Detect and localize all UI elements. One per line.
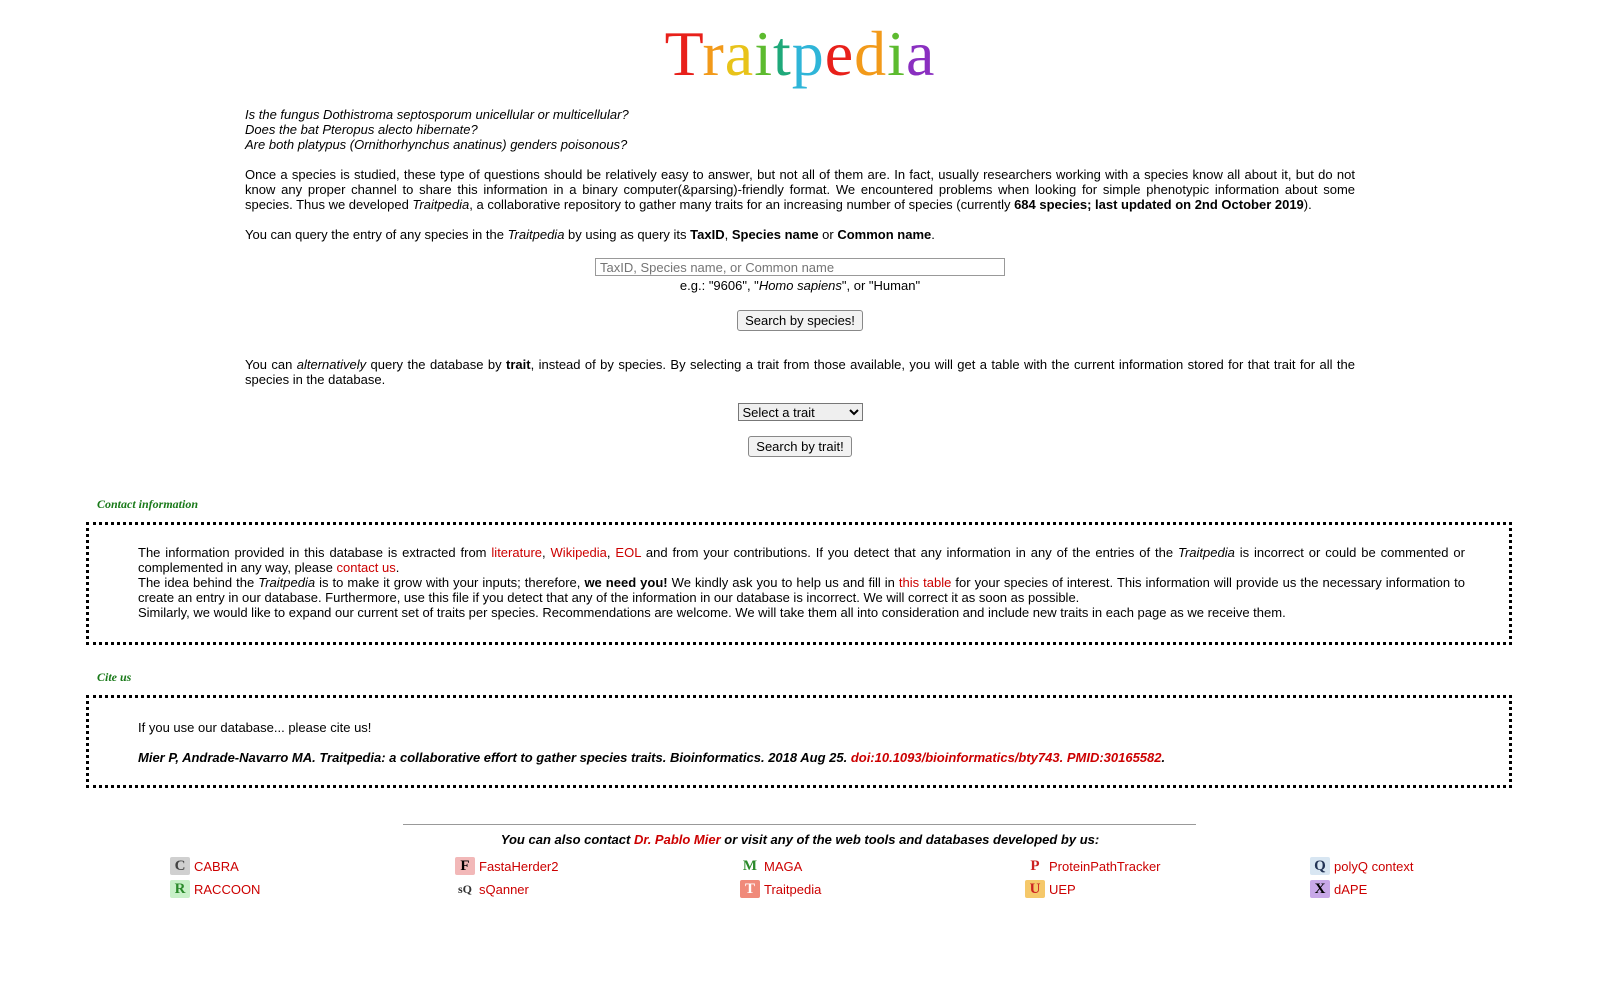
wikipedia-link[interactable]: Wikipedia [550, 545, 607, 560]
tool-link-dape[interactable] [1310, 880, 1367, 898]
contact-line-1: The information provided in this database is extracted from literature, Wikipedia, EOL and from your contributions. If you detect that any information in any of the entries of the Traitpedia is incorrect or could be commented or complemented in any way, please contact us. [138, 545, 1465, 575]
tool-link-polyq-context[interactable] [1310, 857, 1414, 875]
uep-icon: U [1025, 880, 1045, 898]
search-by-species-button[interactable]: Search by species! [737, 310, 863, 331]
doi-link[interactable]: doi:10.1093/bioinformatics/bty743. PMID:30165582 [850, 750, 1162, 765]
raccoon-icon: R [170, 880, 190, 898]
logo-letter: T [664, 18, 703, 89]
tool-label: CABRA [194, 858, 239, 874]
example-question: Are both platypus (Ornithorhynchus anatinus) genders poisonous? [245, 137, 628, 152]
tool-link-traitpedia[interactable] [740, 880, 821, 898]
contact-text [138, 545, 1465, 620]
example-question: Is the fungus Dothistroma septosporum unicellular or multicellular? [245, 107, 629, 122]
cabra-icon: C [170, 857, 190, 875]
footer-text: You can also contact Dr. Pablo Mier or visit any of the web tools and databases developed by us: [500, 832, 1100, 847]
contact-line-3: Similarly, we would like to expand our current set of traits per species. Recommendations are welcome. We will take them all into consideration and include new traits in each page as we receive them. [138, 605, 1286, 620]
logo-letter: i [754, 18, 773, 89]
this-table-link[interactable]: this table [898, 575, 952, 590]
tool-link-sqanner[interactable] [455, 880, 529, 898]
pablo-mier-link[interactable]: Dr. Pablo Mier [633, 832, 721, 847]
cite-intro: If you use our database... please cite us! [138, 720, 372, 735]
intro-paragraph: Once a species is studied, these type of questions should be relatively easy to answer, but not all of them are. In fact, usually researchers working with a species know all about it, but do not know any proper channel to share this information in a binary computer(&parsing)-friendly format. We encountered problems when looking for simple phenotypic information about some species. Thus we developed Traitpedia, a collaborative repository to gather many traits for an increasing number of species (currently 684 species; last updated on 2nd October 2019). [245, 167, 1355, 212]
search-by-trait-button[interactable]: Search by trait! [748, 436, 851, 457]
logo-letter: i [887, 18, 906, 89]
tool-label: RACCOON [194, 881, 261, 897]
tool-label: dAPE [1334, 881, 1368, 897]
tool-label: ProteinPathTracker [1049, 858, 1161, 874]
tool-label: polyQ context [1334, 858, 1414, 874]
logo-letter: p [791, 18, 825, 89]
citation: Mier P, Andrade-Navarro MA. Traitpedia: a collaborative effort to gather species traits. Bioinformatics. 2018 Aug 25. doi:10.1093/bioinformatics/bty743. PMID:30165582. [138, 750, 1166, 765]
example-question: Does the bat Pteropus alecto hibernate? [245, 122, 478, 137]
eol-link[interactable]: EOL [615, 545, 641, 560]
tool-label: Traitpedia [764, 881, 822, 897]
tool-link-cabra[interactable] [170, 857, 239, 875]
tool-link-proteinpathtracker[interactable] [1025, 857, 1161, 875]
footer-divider [403, 824, 1196, 825]
literature-link[interactable]: literature [491, 545, 542, 560]
logo-letter: r [702, 18, 725, 89]
site-logo [0, 14, 1600, 94]
contact-us-link[interactable]: contact us [336, 560, 396, 575]
contact-box [86, 522, 1512, 645]
tool-link-raccoon[interactable] [170, 880, 260, 898]
contact-section-title: Contact information [97, 497, 199, 511]
dape-icon: X [1310, 880, 1330, 898]
contact-line-2: The idea behind the Traitpedia is to make it grow with your inputs; therefore, we need you! We kindly ask you to help us and fill in this table for your species of interest. This information will provide us the necessary information to create an entry in our database. Furthermore, use this file if you detect that any of the information in our database is incorrect. We will correct it as soon as possible. [138, 575, 1465, 605]
cite-box [86, 695, 1512, 788]
tool-label: MAGA [764, 858, 803, 874]
trait-instructions: You can alternatively query the database by trait, instead of by species. By selecting a trait from those available, you will get a table with the current information stored for that trait for all the species in the database. [245, 357, 1356, 387]
query-instructions: You can query the entry of any species in the Traitpedia by using as query its TaxID, Species name or Common name. [245, 227, 935, 242]
logo-letter: d [854, 18, 888, 89]
cite-section-title: Cite us [97, 670, 132, 684]
logo-letter: a [905, 18, 936, 89]
maga-icon: M [740, 857, 760, 875]
tool-label: FastaHerder2 [479, 858, 559, 874]
proteinpathtracker-icon: P [1025, 857, 1045, 875]
tool-label: sQanner [479, 881, 529, 897]
logo-letter: e [824, 18, 855, 89]
logo-letter: t [772, 18, 792, 89]
fastaherder-icon: F [455, 857, 475, 875]
polyq-icon: Q [1310, 857, 1330, 875]
tool-link-fastaherder2[interactable] [455, 857, 558, 875]
tool-link-maga[interactable] [740, 857, 802, 875]
tool-link-uep[interactable] [1025, 880, 1076, 898]
trait-select[interactable] [738, 403, 863, 421]
species-search-input[interactable] [595, 258, 1005, 276]
search-example: e.g.: "9606", "Homo sapiens", or "Human" [679, 278, 921, 293]
tool-label: UEP [1049, 881, 1076, 897]
traitpedia-icon: T [740, 880, 760, 898]
logo-letter: a [724, 18, 755, 89]
sqanner-icon: sQ [455, 880, 475, 898]
